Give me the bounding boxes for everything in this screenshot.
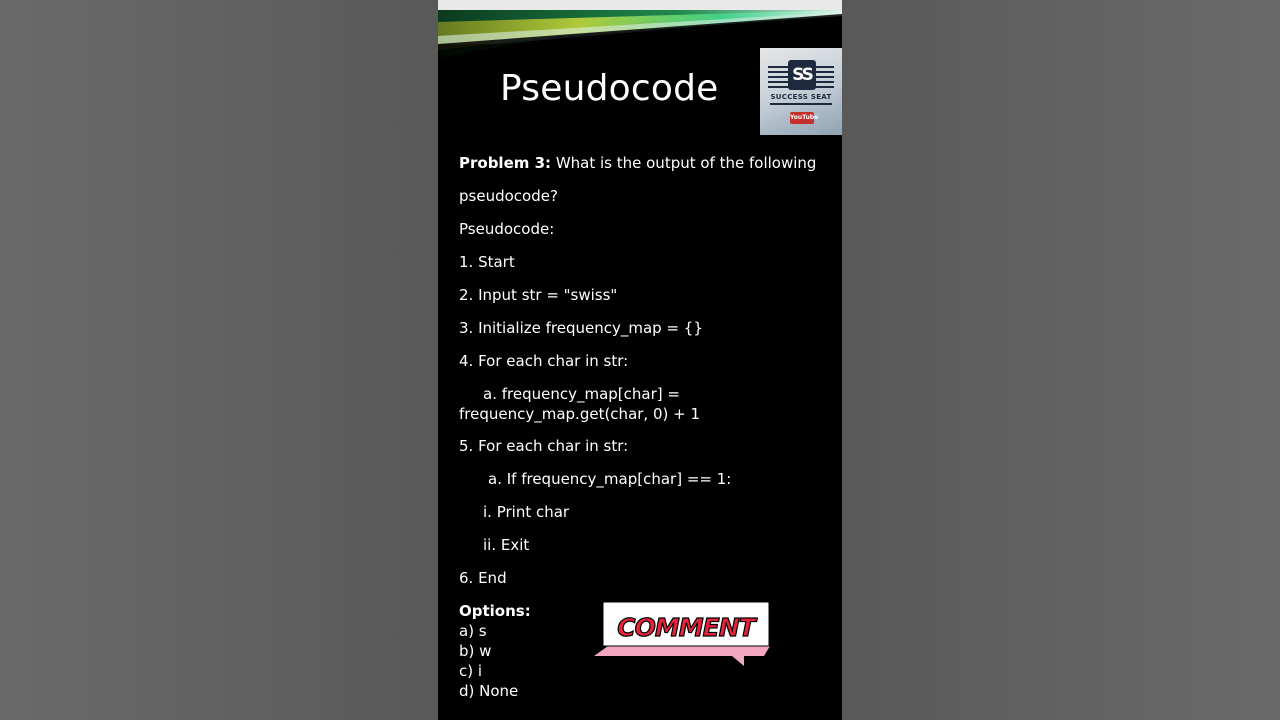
problem-question-2: pseudocode?: [459, 187, 558, 205]
logo-mark: SS: [788, 60, 816, 90]
step-4a-line-2: frequency_map.get(char, 0) + 1: [459, 405, 701, 423]
right-background: [842, 0, 1280, 720]
step-1: 1. Start: [459, 253, 515, 271]
step-4: 4. For each char in str:: [459, 352, 629, 370]
youtube-icon: YouTube: [790, 112, 814, 124]
channel-logo: [760, 48, 842, 135]
option-b: b) w: [459, 642, 492, 660]
option-d: d) None: [459, 682, 519, 700]
step-3: 3. Initialize frequency_map = {}: [459, 319, 703, 337]
comment-badge[interactable]: [594, 602, 772, 668]
comment-badge-label: COMMENT: [617, 613, 755, 642]
problem-label: Problem 3:: [459, 154, 552, 172]
step-2: 2. Input str = "swiss": [459, 286, 618, 304]
pseudocode-header: Pseudocode:: [459, 220, 555, 238]
step-5a-i: i. Print char: [483, 503, 570, 521]
step-5a-ii: ii. Exit: [483, 536, 530, 554]
slide-title: Pseudocode: [500, 68, 719, 109]
step-5: 5. For each char in str:: [459, 437, 629, 455]
slide: [438, 0, 842, 720]
option-a: a) s: [459, 622, 487, 640]
comment-badge-shadow: [594, 646, 770, 666]
step-4a-line-1: a. frequency_map[char] =: [483, 385, 680, 403]
options-label: Options:: [459, 602, 531, 620]
step-6: 6. End: [459, 569, 507, 587]
logo-underline: [770, 103, 832, 105]
option-c: c) i: [459, 662, 483, 680]
logo-brand-text: SUCCESS SEAT: [770, 93, 832, 101]
step-5a: a. If frequency_map[char] == 1:: [488, 470, 732, 488]
problem-question-1: What is the output of the following: [551, 154, 817, 172]
problem-line-1: [459, 154, 816, 172]
left-background: [0, 0, 438, 720]
